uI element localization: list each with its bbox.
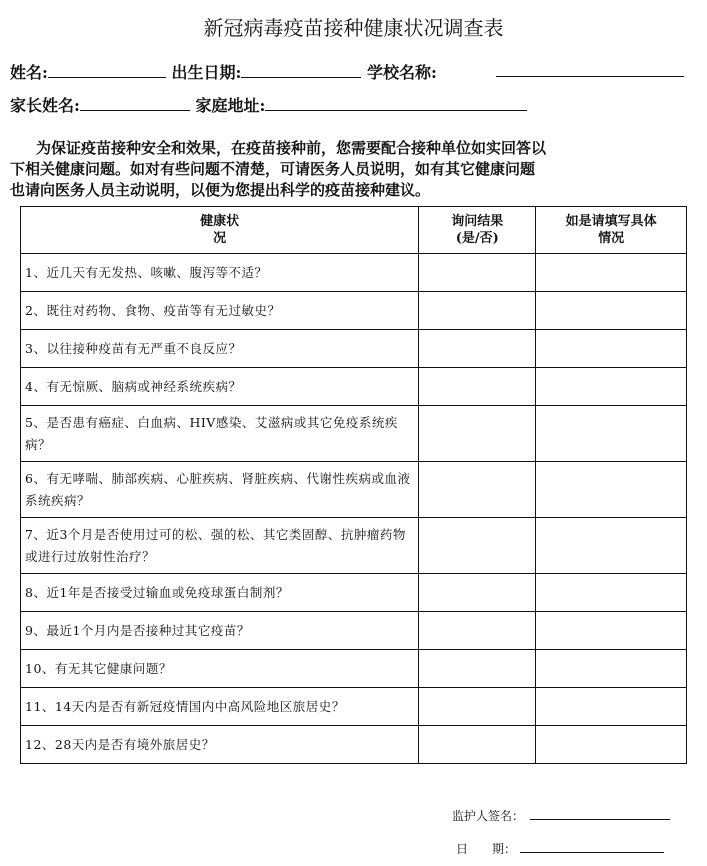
details-cell[interactable] xyxy=(536,462,687,518)
answer-cell[interactable] xyxy=(419,462,536,518)
question-text: 11、14天内是否有新冠疫情国内中高风险地区旅居史？ xyxy=(21,688,419,726)
header-details: 如是请填写具体 情况 xyxy=(536,207,687,254)
intro-paragraph xyxy=(10,138,680,201)
intro-line: 也请向医务人员主动说明，以便为您提出科学的疫苗接种建议。 xyxy=(10,181,431,199)
table-row xyxy=(21,292,687,330)
question-text: 5、是否患有癌症、白血病、HIV感染、艾滋病或其它免疫系统疾病？ xyxy=(21,406,419,462)
details-cell[interactable] xyxy=(536,368,687,406)
answer-cell[interactable] xyxy=(419,368,536,406)
guardian-signature-row xyxy=(452,805,670,824)
question-text: 8、近1年是否接受过输血或免疫球蛋白制剂？ xyxy=(21,574,419,612)
details-cell[interactable] xyxy=(536,688,687,726)
question-text: 10、有无其它健康问题？ xyxy=(21,650,419,688)
answer-cell[interactable] xyxy=(419,292,536,330)
table-row xyxy=(21,368,687,406)
school-name-field[interactable] xyxy=(496,62,684,77)
answer-cell[interactable] xyxy=(419,330,536,368)
details-cell[interactable] xyxy=(536,650,687,688)
question-text: 12、28天内是否有境外旅居史？ xyxy=(21,726,419,764)
guardian-signature-field[interactable] xyxy=(530,805,670,820)
answer-cell[interactable] xyxy=(419,518,536,574)
date-field[interactable] xyxy=(520,838,664,853)
intro-line: 为保证疫苗接种安全和效果，在疫苗接种前，您需要配合接种单位如实回答以 xyxy=(36,139,547,157)
table-row xyxy=(21,726,687,764)
intro-line: 下相关健康问题。如对有些问题不清楚，可请医务人员说明，如有其它健康问题 xyxy=(10,160,536,178)
page-title: 新冠病毒疫苗接种健康状况调查表 xyxy=(203,16,504,40)
answer-cell[interactable] xyxy=(419,688,536,726)
table-row xyxy=(21,406,687,462)
address-field[interactable] xyxy=(265,96,527,111)
details-cell[interactable] xyxy=(536,726,687,764)
info-row-2 xyxy=(10,93,527,116)
table-row xyxy=(21,254,687,292)
table-header-row xyxy=(21,207,687,254)
details-cell[interactable] xyxy=(536,254,687,292)
table-row xyxy=(21,650,687,688)
question-text: 4、有无惊厥、脑病或神经系统疾病？ xyxy=(21,368,419,406)
parent-name-field[interactable] xyxy=(80,96,190,111)
table-row xyxy=(21,518,687,574)
details-cell[interactable] xyxy=(536,330,687,368)
school-name-label: 学校名称: xyxy=(367,63,437,82)
table-row xyxy=(21,574,687,612)
answer-cell[interactable] xyxy=(419,612,536,650)
guardian-signature-label: 监护人签名： xyxy=(452,809,525,823)
answer-cell[interactable] xyxy=(419,406,536,462)
question-text: 7、近3个月是否使用过可的松、强的松、其它类固醇、抗肿瘤药物或进行过放射性治疗？ xyxy=(21,518,419,574)
date-row xyxy=(456,838,664,857)
answer-cell[interactable] xyxy=(419,650,536,688)
question-text: 9、最近1个月内是否接种过其它疫苗？ xyxy=(21,612,419,650)
address-label: 家庭地址: xyxy=(195,96,266,115)
table-row xyxy=(21,612,687,650)
health-questionnaire-table xyxy=(20,206,687,764)
details-cell[interactable] xyxy=(536,292,687,330)
answer-cell[interactable] xyxy=(419,726,536,764)
details-cell[interactable] xyxy=(536,406,687,462)
birth-date-label: 出生日期: xyxy=(171,63,242,82)
question-text: 1、近几天有无发热、咳嗽、腹泻等不适？ xyxy=(21,254,419,292)
table-row xyxy=(21,688,687,726)
details-cell[interactable] xyxy=(536,574,687,612)
info-row-1 xyxy=(10,60,437,83)
birth-date-field[interactable] xyxy=(241,63,361,78)
answer-cell[interactable] xyxy=(419,254,536,292)
name-field[interactable] xyxy=(48,63,166,78)
header-answer: 询问结果 (是/否) xyxy=(419,207,536,254)
answer-cell[interactable] xyxy=(419,574,536,612)
date-label: 日 期： xyxy=(456,842,517,856)
details-cell[interactable] xyxy=(536,612,687,650)
name-label: 姓名: xyxy=(10,63,48,82)
question-text: 2、既往对药物、食物、疫苗等有无过敏史？ xyxy=(21,292,419,330)
details-cell[interactable] xyxy=(536,518,687,574)
table-row xyxy=(21,462,687,518)
question-text: 6、有无哮喘、肺部疾病、心脏疾病、肾脏疾病、代谢性疾病或血液系统疾病？ xyxy=(21,462,419,518)
parent-name-label: 家长姓名: xyxy=(10,96,80,115)
table-row xyxy=(21,330,687,368)
question-text: 3、以往接种疫苗有无严重不良反应？ xyxy=(21,330,419,368)
header-health-status: 健康状 况 xyxy=(21,207,419,254)
